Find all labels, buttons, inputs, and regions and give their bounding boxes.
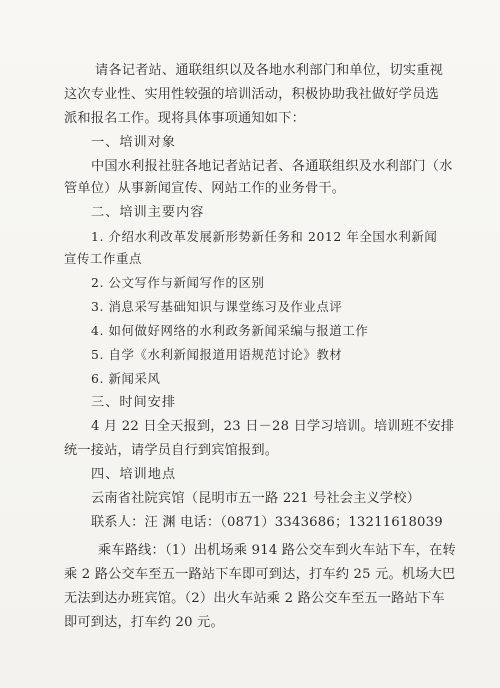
section-heading-2: 二、培训主要内容: [91, 205, 205, 220]
intro-line-3: 派和报名工作。现将具体事项通知如下：: [64, 111, 305, 126]
content-item-2: 2. 公文写作与新闻写作的区别: [91, 275, 265, 290]
section3-line-2: 统一接站，请学员自行到宾馆报到。: [64, 443, 279, 458]
route-line-3: 无法到达办班宾馆。（2）出火车站乘 2 路公交车至五一路站下车: [64, 591, 445, 606]
route-line-2: 乘 2 路公交车至五一路站下车即可到达，打车约 25 元。机场大巴: [64, 567, 456, 582]
content-item-5: 5. 自学《水利新闻报道用语规范讨论》教材: [91, 347, 343, 362]
section3-line-1: 4 月 22 日全天报到，23 日－28 日学习培训。培训班不安排: [91, 419, 455, 434]
contact-info: 联系人：汪 渊 电话：（0871）3343686；13211618039: [91, 515, 443, 530]
section1-line-1: 中国水利报社驻各地记者站记者、各通联组织及水利部门（水: [91, 159, 453, 174]
section-heading-3: 三、时间安排: [91, 395, 177, 410]
route-line-1: 乘车路线：（1）出机场乘 914 路公交车到火车站下车，在转: [98, 543, 456, 558]
section-heading-1: 一、培训对象: [91, 135, 177, 150]
content-item-1-cont: 宣传工作重点: [64, 251, 142, 266]
content-item-3: 3. 消息采写基础知识与课堂练习及作业点评: [91, 299, 343, 314]
route-line-4: 即可到达，打车约 20 元。: [64, 615, 224, 630]
section-heading-4: 四、培训地点: [91, 467, 177, 482]
venue-address: 云南省社院宾馆（昆明市五一路 221 号社会主义学校）: [91, 491, 421, 506]
content-item-4: 4. 如何做好网络的水利政务新闻采编与报道工作: [91, 323, 369, 338]
content-item-6: 6. 新闻采风: [91, 371, 161, 386]
section1-line-2: 管单位）从事新闻宣传、网站工作的业务骨干。: [64, 181, 346, 196]
content-item-1: 1. 介绍水利改革发展新形势新任务和 2012 年全国水利新闻: [91, 229, 438, 244]
intro-line-2: 这次专业性、实用性较强的培训活动，积极协助我社做好学员选: [64, 87, 439, 102]
intro-line-1: 请各记者站、通联组织以及各地水利部门和单位，切实重视: [95, 63, 444, 78]
